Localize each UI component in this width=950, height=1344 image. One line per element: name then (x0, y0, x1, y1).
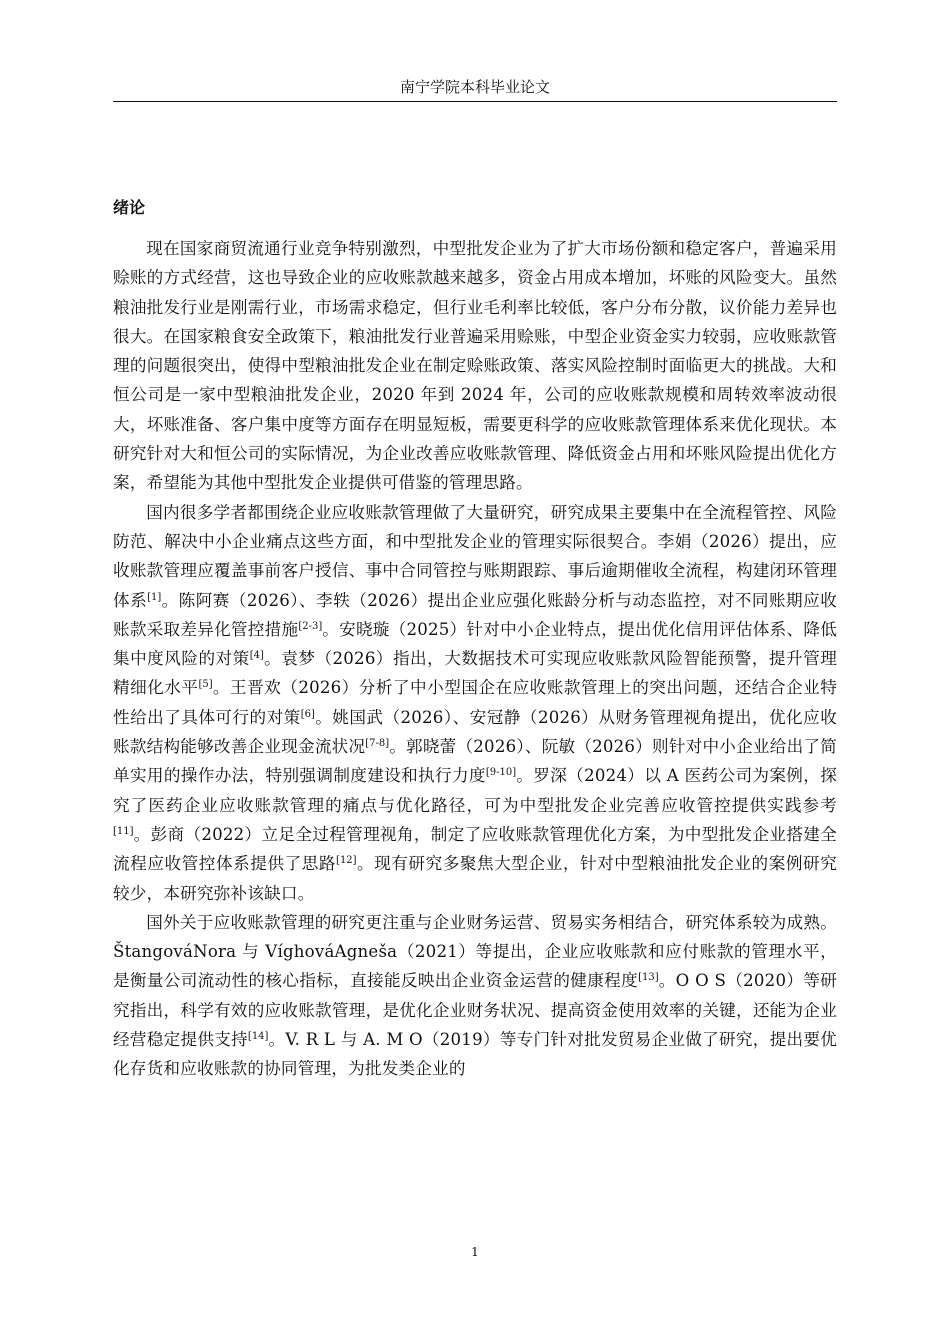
paragraph-2 (113, 498, 837, 908)
page-number: 1 (471, 1245, 479, 1259)
paragraph-text: 。王晋欢（2026）分析了中小型国企在应收账款管理上的突出问题，还结合企业特性给出了具体可行的对策 (113, 678, 838, 727)
citation-mark: [7-8] (365, 738, 390, 750)
paragraph-text: 。彭商（2022）立足全过程管理视角，制定了应收账款管理优化方案，为中型批发企业搭建全流程应收管控体系提供了思路 (113, 824, 837, 874)
citation-mark: [5] (198, 679, 213, 691)
paragraph-text: 。现有研究多聚焦大型企业，针对中型粮油批发企业的案例研究较少，本研究弥补该缺口。 (113, 854, 837, 903)
paragraph-text: 。袁梦（2026）指出，大数据技术可实现应收账款风险智能预警，提升管理精细化水平 (113, 649, 837, 698)
section-heading: 绪论 (113, 198, 146, 217)
body-text (113, 234, 837, 1084)
citation-mark: [4] (249, 650, 264, 662)
paragraph-text: 。O O S（2020）等研究指出，科学有效的应收账款管理，是优化企业财务状况、提高资金使用效率的关键，还能为企业经营稳定提供支持 (113, 971, 838, 1050)
paragraph-text: 。安晓璇（2025）针对中小企业特点，提出优化信用评估体系、降低集中度风险的对策 (113, 619, 837, 669)
paragraph-1 (113, 234, 837, 498)
paragraph-text: 。罗深（2024）以 A 医药公司为案例，探究了医药企业应收账款管理的痛点与优化路径，可为中型批发企业完善应收管控提供实践参考 (113, 766, 837, 815)
citation-mark: [13] (638, 972, 659, 984)
paragraph-text: 国内很多学者都围绕企业应收账款管理做了大量研究，研究成果主要集中在全流程管控、风险防范、解决中小企业痛点这些方面，和中型批发企业的管理实际很契合。李娟（2026）提出，应收账款管理应覆盖事前客户授信、事中合同管控与账期跟踪、事后逾期催收全流程，构建闭环管理体系 (113, 502, 837, 610)
citation-mark: [6] (300, 708, 315, 720)
paragraph-text: 。陈阿赛（2026）、李轶（2026）提出企业应强化账龄分析与动态监控，对不同账期应收账款采取差异化管控措施 (113, 590, 837, 639)
citation-mark: [14] (247, 1031, 269, 1043)
paragraph-text: 国外关于应收账款管理的研究更注重与企业财务运营、贸易实务相结合，研究体系较为成熟。ŠtangováNora 与 VíghováAgneša（2021）等提出，企业应收账款和应付账款的管理水平，是衡量公司流动性的核心指标，直接能反映出企业资金运营的健康程度 (113, 912, 837, 991)
citation-mark: [12] (336, 855, 357, 867)
paragraph-3 (113, 908, 837, 1084)
header-rule (113, 101, 837, 102)
running-header: 南宁学院本科毕业论文 (399, 78, 550, 96)
citation-mark: [2-3] (298, 620, 323, 632)
paragraph-text: 现在国家商贸流通行业竞争特别激烈，中型批发企业为了扩大市场份额和稳定客户，普遍采用赊账的方式经营，这也导致企业的应收账款越来越多，资金占用成本增加，坏账的风险变大。虽然粮油批发行业是刚需行业，市场需求稳定，但行业毛利率比较低，客户分布分散，议价能力差异也很大。在国家粮食安全政策下，粮油批发行业普遍采用赊账，中型企业资金实力较弱，应收账款管理的问题很突出，使得中型粮油批发企业在制定赊账政策、落实风险控制时面临更大的挑战。大和恒公司是一家中型粮油批发企业，2020 年到 2024 年，公司的应收账款规模和周转效率波动很大，坏账准备、客户集中度等方面存在明显短板，需要更科学的应收账款管理体系来优化现状。本研究针对大和恒公司的实际情况，为企业改善应收账款管理、降低资金占用和坏账风险提出优化方案，希望能为其他中型批发企业提供可借鉴的管理思路。 (113, 239, 837, 493)
paragraph-text: 。郭晓蕾（2026）、阮敏（2026）则针对中小企业给出了简单实用的操作办法，特别强调制度建设和执行力度 (113, 737, 837, 786)
citation-mark: [1] (147, 591, 162, 603)
paragraph-text: 。姚国武（2026）、安冠静（2026）从财务管理视角提出，优化应收账款结构能够改善企业现金流状况 (113, 707, 837, 757)
citation-mark: [9-10] (485, 767, 517, 779)
paragraph-text: 。V. R L 与 A. M O（2019）等专门针对批发贸易企业做了研究，提出要优化存货和应收账款的协同管理，为批发类企业的 (113, 1030, 837, 1079)
citation-mark: [11] (113, 825, 134, 837)
